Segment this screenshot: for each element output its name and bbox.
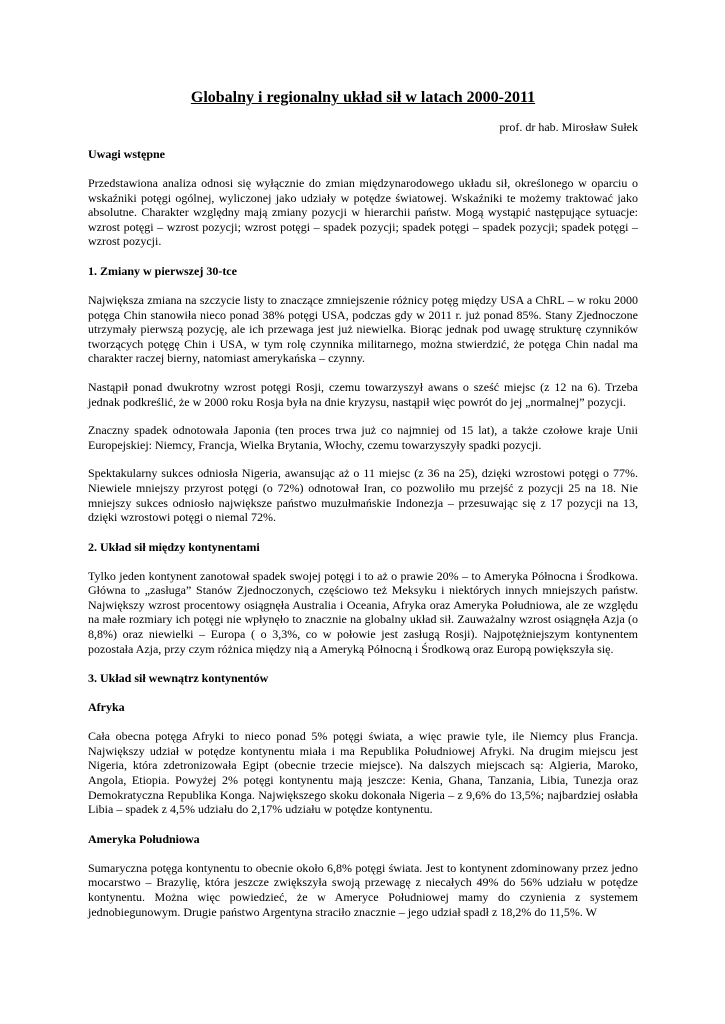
section-2-paragraph: Tylko jeden kontynent zanotował spadek swojej potęgi i to aż o prawie 20% – to Ameryka Północna i Środkowa. Główna to „zasługa” Stanów Zjednoczonych, częściowo też Meksyku i niektórych innych mniejszych państw. Największy wzrost procentowy osiągnęła Australia i Oceania, Afryka oraz Ameryka Południowa, ale ze względu na małe rozmiary ich potęgi nie wpłynęło to znacznie na globalny układ sił. Zauważalny wzrost osiągnęła Azja (o 8,8%) oraz niewielki – Europa ( o 3,3%, co w połowie jest zasługą Rosji). Najpotężniejszym kontynentem pozostała Azja, przy czym różnica między nią a Ameryką Północną i Środkową oraz Europą powiększyła się. [88, 568, 638, 656]
section-heading-1: 1. Zmiany w pierwszej 30-tce [88, 263, 237, 278]
author-line: prof. dr hab. Mirosław Sułek [499, 120, 638, 134]
africa-paragraph: Cała obecna potęga Afryki to nieco ponad 5% potęgi świata, a więc prawie tyle, ile Niemcy plus Francja. Największy udział w potędze kontynentu miała i ma Republika Południowej Afryki. Na drugim miejscu jest Nigeria, która zdetronizowała Egipt (obecnie trzecie miejsce). Na dalszych miejscach są: Algieria, Maroko, Angola, Etiopia. Powyżej 2% potęgi kontynentu mają jeszcze: Kenia, Ghana, Tanzania, Libia, Tunezja oraz Demokratyczna Republika Konga. Największego skoku dokonała Nigeria – z 9,6% do 13,5%; najbardziej osłabła Libia – spadek z 4,5% udziału do 2,17% udziału w potędze kontynentu. [88, 729, 638, 817]
document-title: Globalny i regionalny układ sił w latach 2000-2011 [190, 89, 536, 106]
subsection-heading-south-america: Ameryka Południowa [88, 831, 200, 846]
section-1-paragraph: Spektakularny sukces odniosła Nigeria, awansując aż o 11 miejsc (z 36 na 25), dzięki wzrostowi potęgi o 77%. Niewiele mniejszy przyrost potęgi (o 72%) odnotował Iran, co pozwoliło mu przejść z pozycji 25 na 18. Nie mniejszy sukces odniosło największe państwo muzułmańskie Indonezja – przesuwając się z 17 pozycji na 13, dzięki wzrostowi potęgi o niemal 72%. [88, 466, 638, 525]
subsection-heading-africa: Afryka [88, 700, 125, 715]
section-1-paragraph: Nastąpił ponad dwukrotny wzrost potęgi Rosji, czemu towarzyszył awans o sześć miejsc (z 12 na 6). Trzeba jednak podkreślić, że w 2000 roku Rosja była na dnie kryzysu, nastąpił więc powrót do jej „normalnej” pozycji. [88, 379, 638, 409]
section-heading-3: 3. Układ sił wewnątrz kontynentów [88, 671, 269, 686]
section-heading-2: 2. Układ sił między kontynentami [88, 539, 260, 554]
south-america-paragraph: Sumaryczna potęga kontynentu to obecnie około 6,8% potęgi świata. Jest to kontynent zdominowany przez jedno mocarstwo – Brazylię, która jeszcze zwiększyła swoją przewagę z niecałych 49% do 56% udziału w potędze kontynentu. Można więc powiedzieć, że w Ameryce Południowej mamy do czynienia z systemem jednobiegunowym. Drugie państwo Argentyna straciło znacznie – jego udział spadł z 18,2% do 11,5%. W [88, 860, 638, 919]
intro-paragraph: Przedstawiona analiza odnosi się wyłącznie do zmian międzynarodowego układu sił, określonego w oparciu o wskaźniki potęgi ogólnej, wyliczonej jako udziały w potędze światowej. Wskaźniki te możemy traktować jako absolutne. Charakter względny mają zmiany pozycji w hierarchii państw. Mogą wystąpić następujące sytuacje: wzrost potęgi – wzrost pozycji; wzrost potęgi – spadek pozycji; spadek potęgi – spadek pozycji; spadek potęgi – wzrost pozycji. [88, 176, 638, 249]
section-1-paragraph: Znaczny spadek odnotowała Japonia (ten proces trwa już co najmniej od 15 lat), a także czołowe kraje Unii Europejskiej: Niemcy, Francja, Wielka Brytania, Włochy, czemu towarzyszyły spadki pozycji. [88, 423, 638, 452]
section-heading-intro: Uwagi wstępne [88, 147, 165, 161]
section-1-paragraph: Największa zmiana na szczycie listy to znaczące zmniejszenie różnicy potęg między USA a ChRL – w roku 2000 potęga Chin stanowiła nieco ponad 38% potęgi USA, podczas gdy w 2011 r. już ponad 85%. Stany Zjednoczone utrzymały pierwszą pozycję, ale ich przewaga jest już niewielka. Biorąc jednak pod uwagę strukturę czynników tworzących potęgę Chin i USA, w tym rolę czynnika militarnego, można stwierdzić, że potęga Chin nadal ma charakter raczej bierny, natomiast amerykańska – czynny. [88, 292, 638, 366]
